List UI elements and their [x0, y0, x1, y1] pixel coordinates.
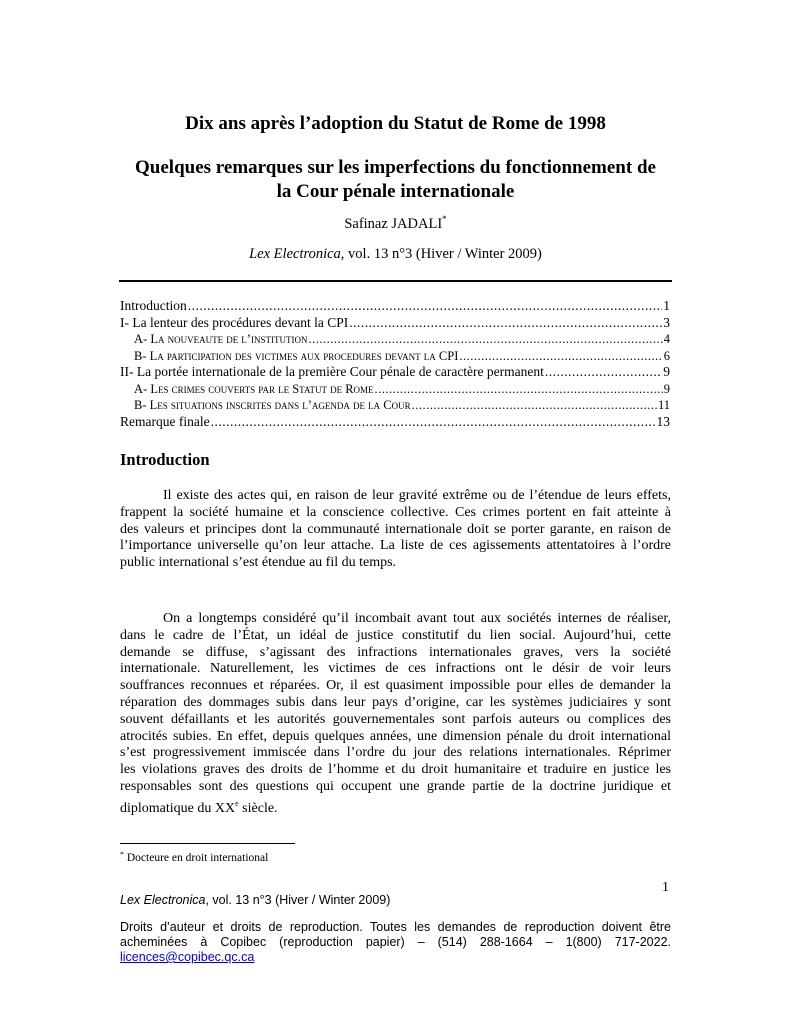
footer-journal-name: Lex Electronica [120, 893, 206, 907]
toc-entry-label: B- Les situations inscrites dans l’agenda de la Cour [134, 398, 411, 412]
paragraph-line: souffrances reconnues et réparées. Or, il est quasiment impossible pour elles de demander la [120, 678, 671, 694]
toc-entry-page: 9 [663, 364, 670, 379]
toc-entry-page: 4 [663, 332, 670, 346]
toc-entry-label: Introduction [120, 298, 187, 313]
toc-leader-dots [412, 397, 657, 414]
toc-entry-page: 9 [663, 381, 670, 396]
toc-entry[interactable] [120, 397, 670, 414]
footnote-divider [120, 843, 295, 844]
toc-entry[interactable] [120, 298, 670, 315]
toc-entry-page: 3 [663, 314, 670, 330]
toc-entry-label: A- Les crimes couverts par le Statut de Rome [134, 381, 374, 396]
toc-leader-dots [308, 331, 662, 348]
toc-entry-page: 11 [657, 398, 670, 412]
paragraph-line: l’importance universelle qu’on leur attache. La liste de ces agissements attentatoires à l’ordre [120, 538, 671, 554]
header-divider [119, 280, 672, 282]
toc-entry-label: II- La portée internationale de la première Cour pénale de caractère permanent [120, 364, 544, 379]
superscript: e [235, 798, 239, 808]
page-number: 1 [662, 880, 669, 895]
footer-rights [120, 920, 671, 965]
footer-journal-issue: , vol. 13 n°3 (Hiver / Winter 2009) [205, 893, 391, 907]
toc-entry-page: 6 [663, 348, 670, 363]
toc-entry[interactable] [120, 331, 670, 348]
toc-entry-label: I- La lenteur des procédures devant la CPI [120, 314, 349, 330]
toc-leader-dots [459, 348, 662, 365]
title-line-1: Dix ans après l’adoption du Statut de Rome de 1998 [185, 113, 606, 134]
footer-journal [120, 893, 390, 907]
toc-leader-dots [349, 315, 662, 332]
paragraph-line: les violations graves des droits de l’homme et du droit humanitaire et traduire en justice les [120, 762, 671, 778]
footnote [120, 850, 268, 864]
paragraph-text: diplomatique du XX [120, 800, 236, 816]
toc-entry-label: A- La nouveaute de l’institution [134, 332, 308, 346]
paragraph-line: des valeurs et principes dont la communauté internationale doit se porter garante, en raison de [120, 521, 671, 537]
footnote-mark: * [120, 850, 124, 859]
paragraph-line: public international s’est étendue au fil du temps. [120, 555, 397, 571]
paragraph-line: responsables sont des questions qui occupent une grande partie de la doctrine juridique et [120, 778, 671, 794]
journal-issue: , vol. 13 n°3 (Hiver / Winter 2009) [340, 246, 542, 262]
toc-entry-page: 1 [663, 298, 670, 313]
paragraph-line: demande se diffuse, s’agissant des infractions internationales graves, vers la société [120, 644, 671, 660]
paragraph-line: atrocités subies. En effet, depuis quelques années, une dimension pénale du droit international [120, 728, 671, 744]
footer-rights-line-1: Droits d’auteur et droits de reproduction. Toutes les demandes de reproduction doivent être [120, 920, 671, 934]
toc-entry-page: 13 [656, 413, 670, 429]
journal-reference [0, 246, 791, 263]
paragraph-line: internationale. Naturellement, les victimes de ces infractions ont le désir de voir leurs [120, 661, 671, 677]
toc-leader-dots [211, 414, 656, 431]
paragraph-line: souvent défaillants et les autorités gouvernementales sont parfois auteurs ou complices des [120, 711, 671, 727]
toc-leader-dots [545, 364, 662, 381]
footer-email-link[interactable]: licences@copibec.qc.ca [120, 950, 255, 964]
toc-entry[interactable] [120, 364, 670, 381]
toc-entry[interactable] [120, 315, 670, 332]
author [0, 214, 791, 233]
paragraph-line: s’est progressivement immiscée dans l’ordre du jour des relations internationales. Réprimer [120, 745, 671, 761]
paragraph-line: Il existe des actes qui, en raison de leur gravité extrême ou de l’étendue de leurs effets, [163, 488, 671, 503]
paragraph-1 [120, 488, 671, 572]
paragraph-2 [120, 611, 671, 816]
toc-entry-label: B- La participation des victimes aux procedures devant la CPI [134, 348, 459, 363]
section-heading-introduction: Introduction [120, 450, 210, 469]
toc-entry[interactable] [120, 348, 670, 365]
footer-rights-line-2: acheminées à Copibec (reproduction papier) – (514) 288-1664 – 1(800) 717-2022. [120, 935, 671, 949]
footnote-text: Docteure en droit international [126, 852, 269, 864]
toc-entry[interactable] [120, 414, 670, 431]
paragraph-line: dans le cadre de l’État, un idéal de justice constitutif du lien social. Aujourd’hui, cette [120, 627, 671, 643]
subtitle-line-1: Quelques remarques sur les imperfections du fonctionnement de [135, 157, 656, 178]
paragraph-line: frappent la société humaine et la conscience collective. Ces crimes portent en fait atteinte à [120, 504, 671, 520]
paragraph-line [120, 796, 671, 816]
paragraph-line: On a longtemps considéré qu’il incombait avant tout aux sociétés internes de réaliser, [163, 611, 671, 626]
journal-name: Lex Electronica [249, 246, 341, 262]
table-of-contents [120, 298, 670, 430]
toc-leader-dots [375, 381, 663, 398]
paragraph-text: siècle. [238, 800, 278, 816]
paragraph-line: réparation des dommages subis dans leur pays d’origine, car les systèmes judiciaires y sont [120, 694, 671, 710]
toc-leader-dots [188, 298, 663, 315]
author-note-mark: * [442, 214, 447, 224]
toc-entry[interactable] [120, 381, 670, 398]
toc-entry-label: Remarque finale [120, 413, 210, 429]
author-name: Safinaz JADALI [344, 216, 443, 232]
subtitle-line-2: la Cour pénale internationale [276, 181, 515, 202]
